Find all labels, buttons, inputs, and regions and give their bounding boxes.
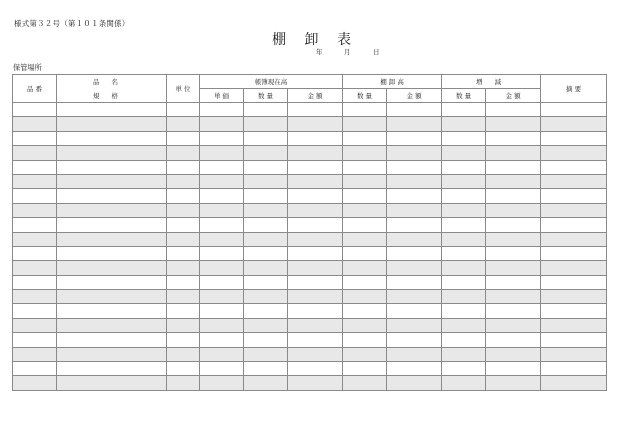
table-cell[interactable] xyxy=(486,275,541,289)
table-cell[interactable] xyxy=(442,232,486,246)
table-row xyxy=(13,318,607,332)
table-cell[interactable] xyxy=(541,232,607,246)
table-cell[interactable] xyxy=(200,347,244,361)
table-cell[interactable] xyxy=(541,218,607,232)
subheader-amount: 金 額 xyxy=(486,89,541,103)
table-cell[interactable] xyxy=(387,290,442,304)
table-cell[interactable] xyxy=(387,203,442,217)
table-cell[interactable] xyxy=(387,246,442,260)
table-cell[interactable] xyxy=(343,146,387,160)
table-cell[interactable] xyxy=(486,131,541,145)
table-cell[interactable] xyxy=(442,261,486,275)
table-cell[interactable] xyxy=(541,160,607,174)
table-cell[interactable] xyxy=(244,290,288,304)
table-body xyxy=(13,103,607,391)
subheader-amount: 金 額 xyxy=(387,89,442,103)
table-cell[interactable] xyxy=(244,146,288,160)
table-cell[interactable] xyxy=(442,203,486,217)
table-cell[interactable] xyxy=(200,218,244,232)
table-cell[interactable] xyxy=(387,318,442,332)
table-cell[interactable] xyxy=(486,203,541,217)
table-cell[interactable] xyxy=(167,333,200,347)
table-cell[interactable] xyxy=(442,146,486,160)
table-row xyxy=(13,347,607,361)
table-cell[interactable] xyxy=(200,290,244,304)
table-cell[interactable] xyxy=(57,333,167,347)
table-cell[interactable] xyxy=(541,362,607,376)
table-cell[interactable] xyxy=(387,232,442,246)
table-cell[interactable] xyxy=(541,117,607,131)
subheader-quantity: 数 量 xyxy=(244,89,288,103)
table-cell[interactable] xyxy=(200,174,244,188)
table-cell[interactable] xyxy=(541,261,607,275)
table-cell[interactable] xyxy=(167,275,200,289)
table-cell[interactable] xyxy=(442,275,486,289)
header-unit: 単 位 xyxy=(167,75,200,103)
table-row xyxy=(13,275,607,289)
table-cell[interactable] xyxy=(244,103,288,117)
table-cell[interactable] xyxy=(486,304,541,318)
table-cell[interactable] xyxy=(200,318,244,332)
table-cell[interactable] xyxy=(343,174,387,188)
table-cell[interactable] xyxy=(343,290,387,304)
table-row xyxy=(13,246,607,260)
table-cell[interactable] xyxy=(57,275,167,289)
table-cell[interactable] xyxy=(486,376,541,390)
table-cell[interactable] xyxy=(442,174,486,188)
table-cell[interactable] xyxy=(57,318,167,332)
table-cell[interactable] xyxy=(200,203,244,217)
table-cell[interactable] xyxy=(288,290,343,304)
page-title: 棚 卸 表 xyxy=(272,32,358,48)
header-spec: 規格 xyxy=(93,92,130,100)
table-cell[interactable] xyxy=(167,174,200,188)
table-cell[interactable] xyxy=(442,160,486,174)
table-cell[interactable] xyxy=(442,333,486,347)
table-cell[interactable] xyxy=(288,275,343,289)
table-cell[interactable] xyxy=(167,103,200,117)
table-cell[interactable] xyxy=(57,160,167,174)
table-cell[interactable] xyxy=(288,246,343,260)
table-cell[interactable] xyxy=(244,232,288,246)
table-cell[interactable] xyxy=(486,218,541,232)
table-cell[interactable] xyxy=(167,376,200,390)
table-row xyxy=(13,131,607,145)
table-cell[interactable] xyxy=(288,174,343,188)
table-row xyxy=(13,203,607,217)
table-cell[interactable] xyxy=(343,333,387,347)
table-cell[interactable] xyxy=(13,347,57,361)
table-cell[interactable] xyxy=(541,189,607,203)
table-cell[interactable] xyxy=(343,131,387,145)
table-cell[interactable] xyxy=(387,160,442,174)
table-row xyxy=(13,232,607,246)
table-cell[interactable] xyxy=(486,146,541,160)
table-cell[interactable] xyxy=(13,318,57,332)
table-row xyxy=(13,333,607,347)
table-cell[interactable] xyxy=(288,117,343,131)
table-cell[interactable] xyxy=(244,117,288,131)
table-cell[interactable] xyxy=(343,232,387,246)
table-cell[interactable] xyxy=(343,275,387,289)
table-cell[interactable] xyxy=(167,232,200,246)
table-cell[interactable] xyxy=(13,117,57,131)
table-cell[interactable] xyxy=(343,117,387,131)
table-cell[interactable] xyxy=(13,304,57,318)
table-cell[interactable] xyxy=(244,318,288,332)
table-cell[interactable] xyxy=(442,376,486,390)
table-cell[interactable] xyxy=(200,189,244,203)
table-cell[interactable] xyxy=(541,275,607,289)
table-cell[interactable] xyxy=(200,146,244,160)
table-cell[interactable] xyxy=(57,376,167,390)
table-cell[interactable] xyxy=(387,304,442,318)
table-cell[interactable] xyxy=(244,275,288,289)
table-cell[interactable] xyxy=(486,160,541,174)
table-cell[interactable] xyxy=(288,189,343,203)
table-cell[interactable] xyxy=(13,362,57,376)
table-cell[interactable] xyxy=(541,304,607,318)
table-cell[interactable] xyxy=(57,174,167,188)
form-number: 様式第３２号（第１０１条関係） xyxy=(14,19,130,28)
table-cell[interactable] xyxy=(167,146,200,160)
table-cell[interactable] xyxy=(167,246,200,260)
table-cell[interactable] xyxy=(387,261,442,275)
table-cell[interactable] xyxy=(387,103,442,117)
table-cell[interactable] xyxy=(442,304,486,318)
table-cell[interactable] xyxy=(486,290,541,304)
date-month-label: 月 xyxy=(344,48,351,56)
table-row xyxy=(13,117,607,131)
table-cell[interactable] xyxy=(387,376,442,390)
table-cell[interactable] xyxy=(442,117,486,131)
table-cell[interactable] xyxy=(13,203,57,217)
table-cell[interactable] xyxy=(167,203,200,217)
table-cell[interactable] xyxy=(57,362,167,376)
table-cell[interactable] xyxy=(288,362,343,376)
table-cell[interactable] xyxy=(57,218,167,232)
date-day-label: 日 xyxy=(373,48,380,56)
table-row xyxy=(13,261,607,275)
table-row xyxy=(13,146,607,160)
table-cell[interactable] xyxy=(57,203,167,217)
table-cell[interactable] xyxy=(244,218,288,232)
table-cell[interactable] xyxy=(244,174,288,188)
table-cell[interactable] xyxy=(13,290,57,304)
table-cell[interactable] xyxy=(288,333,343,347)
table-cell[interactable] xyxy=(541,347,607,361)
table-row xyxy=(13,174,607,188)
table-cell[interactable] xyxy=(200,103,244,117)
table-cell[interactable] xyxy=(57,246,167,260)
header-item-no: 品 番 xyxy=(13,75,57,103)
table-cell[interactable] xyxy=(541,290,607,304)
table-cell[interactable] xyxy=(200,376,244,390)
table-cell[interactable] xyxy=(13,103,57,117)
table-cell[interactable] xyxy=(343,362,387,376)
table-cell[interactable] xyxy=(244,304,288,318)
table-cell[interactable] xyxy=(288,318,343,332)
table-cell[interactable] xyxy=(167,347,200,361)
table-cell[interactable] xyxy=(288,218,343,232)
table-cell[interactable] xyxy=(167,160,200,174)
table-cell[interactable] xyxy=(486,261,541,275)
table-cell[interactable] xyxy=(343,203,387,217)
table-cell[interactable] xyxy=(200,160,244,174)
table-cell[interactable] xyxy=(442,362,486,376)
table-cell[interactable] xyxy=(288,203,343,217)
table-cell[interactable] xyxy=(541,376,607,390)
header-name-spec xyxy=(57,75,167,103)
table-cell[interactable] xyxy=(13,246,57,260)
table-cell[interactable] xyxy=(167,318,200,332)
date-year-label: 年 xyxy=(316,48,323,56)
table-cell[interactable] xyxy=(387,146,442,160)
table-cell[interactable] xyxy=(200,232,244,246)
table-cell[interactable] xyxy=(13,189,57,203)
table-cell[interactable] xyxy=(57,347,167,361)
table-cell[interactable] xyxy=(442,189,486,203)
table-cell[interactable] xyxy=(288,160,343,174)
table-cell[interactable] xyxy=(288,347,343,361)
table-row xyxy=(13,218,607,232)
table-cell[interactable] xyxy=(343,304,387,318)
table-cell[interactable] xyxy=(442,131,486,145)
table-cell[interactable] xyxy=(486,103,541,117)
table-cell[interactable] xyxy=(486,174,541,188)
table-cell[interactable] xyxy=(343,246,387,260)
table-cell[interactable] xyxy=(244,261,288,275)
table-cell[interactable] xyxy=(200,362,244,376)
table-cell[interactable] xyxy=(387,174,442,188)
table-cell[interactable] xyxy=(343,160,387,174)
table-cell[interactable] xyxy=(387,189,442,203)
table-cell[interactable] xyxy=(541,146,607,160)
table-cell[interactable] xyxy=(13,146,57,160)
table-cell[interactable] xyxy=(244,376,288,390)
table-cell[interactable] xyxy=(167,261,200,275)
table-cell[interactable] xyxy=(57,131,167,145)
table-cell[interactable] xyxy=(57,103,167,117)
table-cell[interactable] xyxy=(442,218,486,232)
table-row xyxy=(13,376,607,390)
table-cell[interactable] xyxy=(442,290,486,304)
table-row xyxy=(13,290,607,304)
table-cell[interactable] xyxy=(13,218,57,232)
table-cell[interactable] xyxy=(167,117,200,131)
table-cell[interactable] xyxy=(57,146,167,160)
table-cell[interactable] xyxy=(288,261,343,275)
table-cell[interactable] xyxy=(13,232,57,246)
table-cell[interactable] xyxy=(13,160,57,174)
table-row xyxy=(13,189,607,203)
table-cell[interactable] xyxy=(288,103,343,117)
table-cell[interactable] xyxy=(343,376,387,390)
table-cell[interactable] xyxy=(387,218,442,232)
table-row xyxy=(13,103,607,117)
table-cell[interactable] xyxy=(442,246,486,260)
table-cell[interactable] xyxy=(541,131,607,145)
table-cell[interactable] xyxy=(57,189,167,203)
table-cell[interactable] xyxy=(200,246,244,260)
table-cell[interactable] xyxy=(343,103,387,117)
table-cell[interactable] xyxy=(200,275,244,289)
table-cell[interactable] xyxy=(343,218,387,232)
table-cell[interactable] xyxy=(244,203,288,217)
table-cell[interactable] xyxy=(486,246,541,260)
table-cell[interactable] xyxy=(541,333,607,347)
table-row xyxy=(13,362,607,376)
table-cell[interactable] xyxy=(167,362,200,376)
table-cell[interactable] xyxy=(288,304,343,318)
table-cell[interactable] xyxy=(387,333,442,347)
table-cell[interactable] xyxy=(387,347,442,361)
storage-location-label: 保管場所 xyxy=(13,63,42,72)
table-cell[interactable] xyxy=(486,318,541,332)
table-cell[interactable] xyxy=(57,261,167,275)
table-cell[interactable] xyxy=(288,232,343,246)
table-cell[interactable] xyxy=(541,318,607,332)
subheader-unit-price: 単 価 xyxy=(200,89,244,103)
table-cell[interactable] xyxy=(13,174,57,188)
table-cell[interactable] xyxy=(57,304,167,318)
header-change: 増 減 xyxy=(442,75,541,89)
table-cell[interactable] xyxy=(486,333,541,347)
table-cell[interactable] xyxy=(200,333,244,347)
table-cell[interactable] xyxy=(244,347,288,361)
table-cell[interactable] xyxy=(244,246,288,260)
table-cell[interactable] xyxy=(442,347,486,361)
table-cell[interactable] xyxy=(442,318,486,332)
table-cell[interactable] xyxy=(167,304,200,318)
header-remarks: 摘 要 xyxy=(541,75,607,103)
table-cell[interactable] xyxy=(387,131,442,145)
table-cell[interactable] xyxy=(486,362,541,376)
table-cell[interactable] xyxy=(244,333,288,347)
table-cell[interactable] xyxy=(167,218,200,232)
table-cell[interactable] xyxy=(541,203,607,217)
table-cell[interactable] xyxy=(167,189,200,203)
header-book-balance: 帳簿現在高 xyxy=(200,75,343,89)
table-cell[interactable] xyxy=(13,131,57,145)
table-cell[interactable] xyxy=(244,362,288,376)
table-cell[interactable] xyxy=(343,261,387,275)
subheader-amount: 金 額 xyxy=(288,89,343,103)
table-cell[interactable] xyxy=(167,290,200,304)
subheader-quantity: 数 量 xyxy=(442,89,486,103)
table-cell[interactable] xyxy=(387,362,442,376)
table-cell[interactable] xyxy=(244,189,288,203)
table-cell[interactable] xyxy=(486,347,541,361)
inventory-table xyxy=(12,74,607,391)
table-row xyxy=(13,304,607,318)
table-cell[interactable] xyxy=(57,117,167,131)
table-cell[interactable] xyxy=(244,131,288,145)
table-cell[interactable] xyxy=(167,131,200,145)
table-cell[interactable] xyxy=(244,160,288,174)
table-cell[interactable] xyxy=(541,103,607,117)
header-inventory: 棚 卸 高 xyxy=(343,75,442,89)
table-cell[interactable] xyxy=(486,232,541,246)
table-cell[interactable] xyxy=(57,290,167,304)
table-cell[interactable] xyxy=(486,117,541,131)
header-name: 品名 xyxy=(93,78,130,86)
table-cell[interactable] xyxy=(200,131,244,145)
table-cell[interactable] xyxy=(288,131,343,145)
table-cell[interactable] xyxy=(13,333,57,347)
table-cell[interactable] xyxy=(200,304,244,318)
table-cell[interactable] xyxy=(387,117,442,131)
table-cell[interactable] xyxy=(541,246,607,260)
table-cell[interactable] xyxy=(343,347,387,361)
table-cell[interactable] xyxy=(541,174,607,188)
subheader-quantity: 数 量 xyxy=(343,89,387,103)
table-cell[interactable] xyxy=(200,261,244,275)
table-row xyxy=(13,160,607,174)
table-cell[interactable] xyxy=(343,318,387,332)
table-cell[interactable] xyxy=(57,232,167,246)
table-cell[interactable] xyxy=(442,103,486,117)
table-cell[interactable] xyxy=(486,189,541,203)
table-cell[interactable] xyxy=(288,146,343,160)
table-cell[interactable] xyxy=(13,376,57,390)
table-cell[interactable] xyxy=(387,275,442,289)
table-cell[interactable] xyxy=(13,261,57,275)
table-cell[interactable] xyxy=(13,275,57,289)
table-cell[interactable] xyxy=(288,376,343,390)
table-cell[interactable] xyxy=(343,189,387,203)
table-cell[interactable] xyxy=(200,117,244,131)
